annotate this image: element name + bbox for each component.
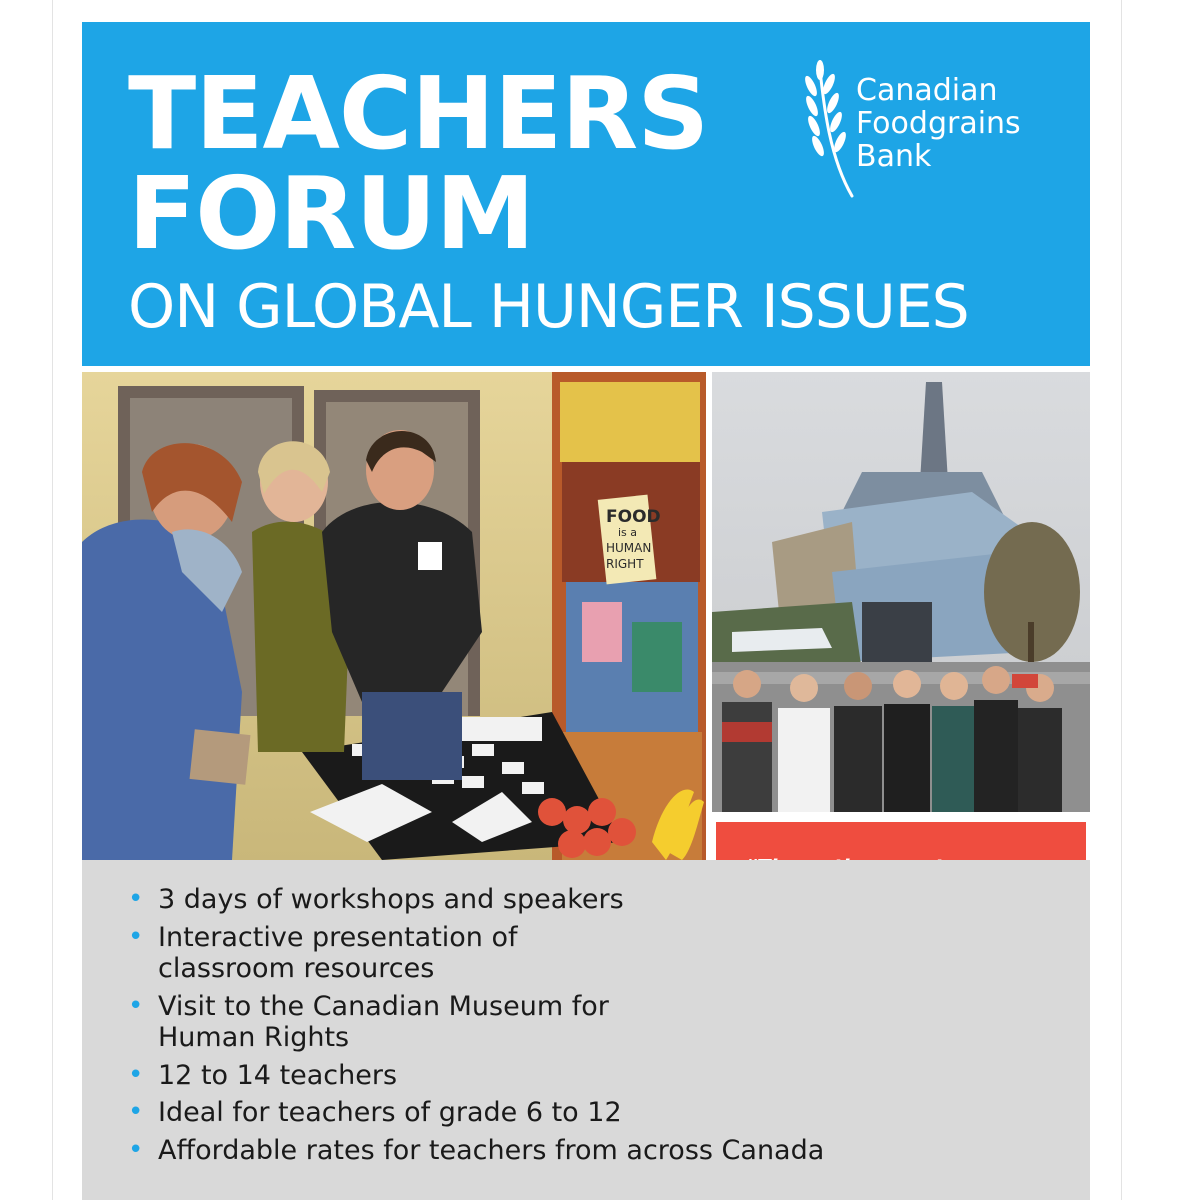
highlight-grade-range: • Ideal for teachers of grade 6 to 12 <box>122 1097 824 1129</box>
highlights-panel <box>82 860 1090 1200</box>
logo-wordmark <box>856 74 1021 173</box>
wheat-icon <box>798 58 858 198</box>
poster-line-1: FOOD <box>606 507 661 527</box>
poster-line-3: HUMAN <box>606 541 652 555</box>
logo-line-2: Foodgrains <box>856 106 1021 141</box>
subtitle: ON GLOBAL HUNGER ISSUES <box>128 272 969 342</box>
title-line-2: FORUM <box>128 155 535 272</box>
poster-line-2: is a <box>618 526 638 539</box>
poster-line-4: RIGHT <box>606 557 644 571</box>
highlight-line: Visit to the Canadian Museum for <box>158 990 609 1022</box>
highlight-interactive-presentation <box>122 922 824 985</box>
header-banner <box>82 22 1090 366</box>
logo-line-3: Bank <box>856 139 932 174</box>
logo <box>798 58 1058 198</box>
highlights-list <box>122 884 824 1172</box>
highlight-teacher-count: • 12 to 14 teachers <box>122 1060 824 1092</box>
highlight-rates: • Affordable rates for teachers from across Canada <box>122 1135 824 1167</box>
highlight-workshops: • 3 days of workshops and speakers <box>122 884 824 916</box>
title-line-1: TEACHERS <box>128 55 709 172</box>
highlight-line: classroom resources <box>158 953 435 984</box>
highlight-museum-visit <box>122 991 824 1054</box>
logo-line-1: Canadian <box>856 73 998 108</box>
highlight-line: Interactive presentation of <box>158 921 518 953</box>
museum-photo <box>712 372 1090 812</box>
workshop-photo <box>82 372 706 860</box>
highlight-line: Human Rights <box>158 1022 350 1053</box>
